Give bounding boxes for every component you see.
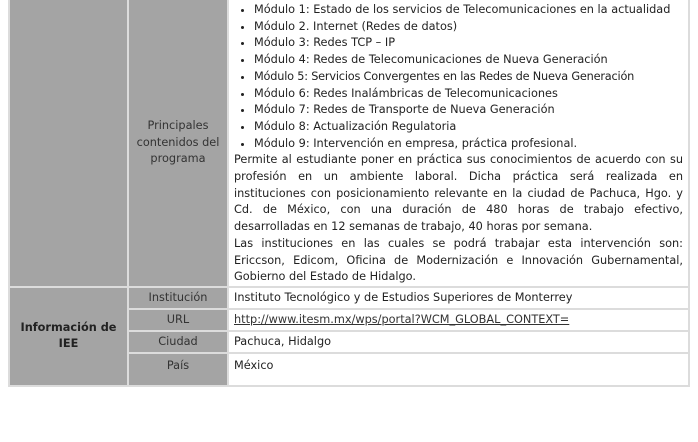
module-item: • Módulo 2. Internet (Redes de datos) — [254, 19, 683, 36]
program-info-table — [8, 0, 690, 387]
module-list — [234, 2, 683, 152]
institution-value: Instituto Tecnológico y de Estudios Superiores de Monterrey — [228, 287, 689, 309]
module-item: • Módulo 3: Redes TCP – IP — [254, 35, 683, 52]
program-contents-cell — [228, 0, 689, 287]
empty-header-cell — [9, 0, 128, 287]
program-contents-label: Principales contenidos del programa — [128, 0, 228, 287]
module-item: • Módulo 6: Redes Inalámbricas de Telecomunicaciones — [254, 86, 683, 103]
url-link[interactable]: http://www.itesm.mx/wps/portal?WCM_GLOBAL_CONTEXT= — [234, 312, 570, 326]
module-item: • Módulo 7: Redes de Transporte de Nueva Generación — [254, 102, 683, 119]
module-item: • Módulo 9: Intervención en empresa, práctica profesional. — [254, 136, 683, 153]
iee-row-institution — [9, 287, 689, 309]
module-item: • Módulo 1: Estado de los servicios de Telecomunicaciones en la actualidad — [254, 2, 683, 19]
module-item: • Módulo 8: Actualización Regulatoria — [254, 119, 683, 136]
city-value: Pachuca, Hidalgo — [228, 331, 689, 353]
city-label: Ciudad — [128, 331, 228, 353]
program-contents-row — [9, 0, 689, 287]
iee-label: Información de IEE — [9, 287, 128, 386]
institution-label: Institución — [128, 287, 228, 309]
url-label: URL — [128, 309, 228, 331]
module-item: • Módulo 5: Servicios Convergentes en las Redes de Nueva Generación — [254, 69, 683, 86]
practice-description: Permite al estudiante poner en práctica sus conocimientos de acuerdo con su profesión en un ambiente laboral. Dicha práctica será realizada en instituciones con posicionamiento relevante en la ciudad de Pachuca, Hgo. y Cd. de México, con una duración de 480 horas de trabajo efectivo, desarrolladas en 12 semanas de trabajo, 40 horas por semana. — [234, 153, 683, 234]
module-item: • Módulo 4: Redes de Telecomunicaciones de Nueva Generación — [254, 52, 683, 69]
url-cell — [228, 309, 689, 331]
country-label: País — [128, 353, 228, 386]
institutions-description: Las instituciones en las cuales se podrá trabajar esta intervención son: Ericcson, Edicom, Oficina de Modernización e Innovación Gubernamental, Gobierno del Estado de Hidalgo. — [234, 236, 683, 284]
country-value: México — [228, 353, 689, 386]
